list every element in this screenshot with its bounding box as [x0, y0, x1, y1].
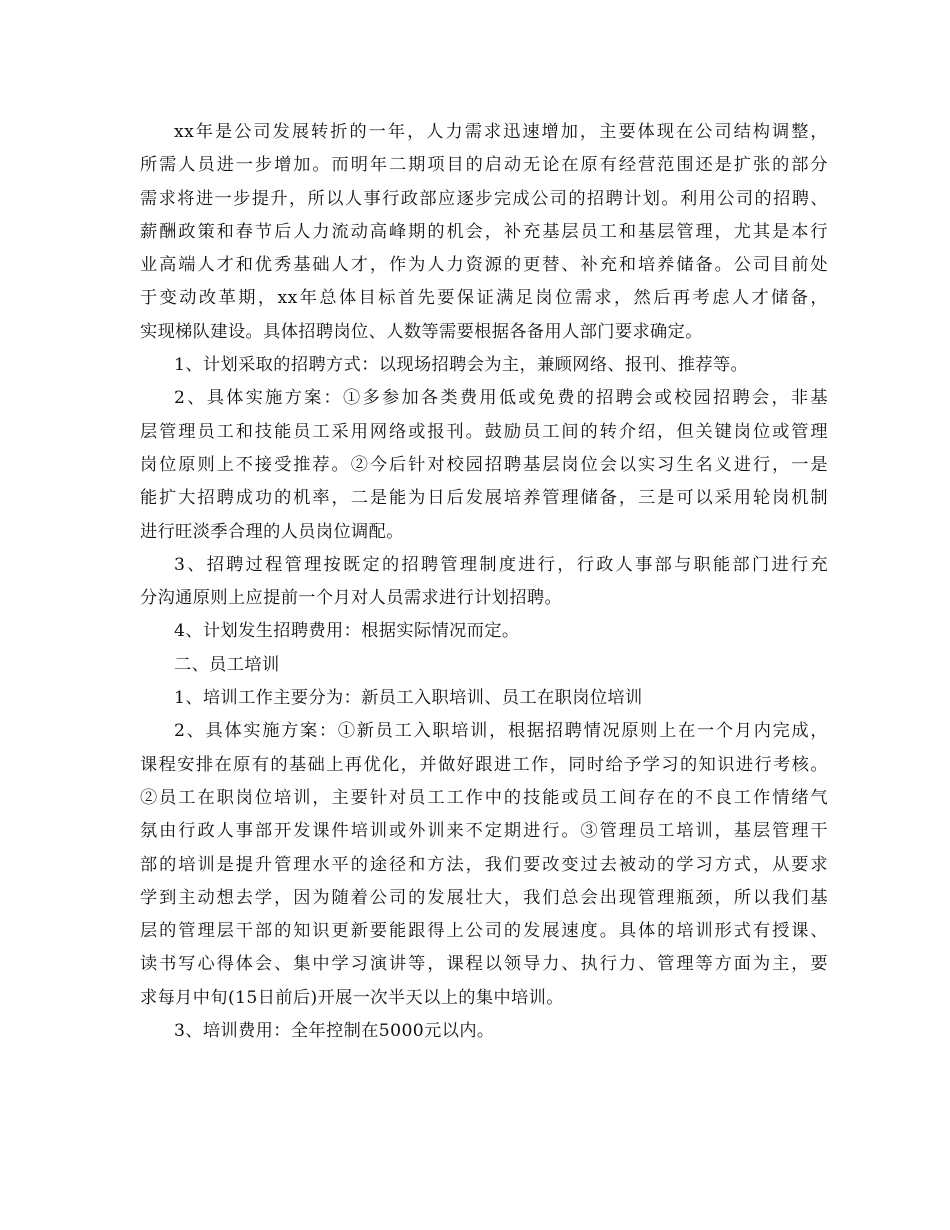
paragraph-line: 读书写心得体会、集中学习演讲等，课程以领导力、执行力、管理等方面为主，要: [140, 954, 828, 975]
paragraph-line: 实现梯队建设。具体招聘岗位、人数等需要根据各备用人部门要求确定。: [140, 321, 703, 342]
paragraph-line: 1、培训工作主要分为：新员工入职培训、员工在职岗位培训: [174, 688, 643, 709]
paragraph-line: 1、计划采取的招聘方式：以现场招聘会为主，兼顾网络、报刊、推荐等。: [174, 355, 749, 376]
paragraph-line: xx年是公司发展转折的一年，人力需求迅速增加，主要体现在公司结构调整，: [174, 122, 828, 142]
paragraph-line: 业高端人才和优秀基础人才，作为人力资源的更替、补充和培养储备。公司目前处: [140, 255, 828, 276]
paragraph-line: 所需人员进一步增加。而明年二期项目的启动无论在原有经营范围还是扩张的部分: [140, 155, 828, 176]
paragraph-line: 进行旺淡季合理的人员岗位调配。: [140, 521, 404, 542]
paragraph-line: 层的管理层干部的知识更新要能跟得上公司的发展速度。具体的培训形式有授课、: [140, 921, 828, 942]
paragraph-line: 课程安排在原有的基础上再优化，并做好跟进工作，同时给予学习的知识进行考核。: [140, 754, 828, 775]
section-heading: 二、员工培训: [174, 654, 280, 675]
document-body: [140, 116, 828, 1048]
paragraph-line: 层管理员工和技能员工采用网络或报刊。鼓励员工间的转介绍，但关键岗位或管理: [140, 421, 828, 442]
paragraph-line: 能扩大招聘成功的机率，二是能为日后发展培养管理储备，三是可以采用轮岗机制: [140, 488, 828, 509]
paragraph-line: 学到主动想去学，因为随着公司的发展壮大，我们总会出现管理瓶颈，所以我们基: [140, 887, 828, 908]
paragraph-line: 2、具体实施方案：①多参加各类费用低或免费的招聘会或校园招聘会，非基: [174, 388, 828, 409]
paragraph-line: 氛由行政人事部开发课件培训或外训来不定期进行。③管理员工培训，基层管理干: [140, 821, 828, 842]
paragraph-line: 需求将进一步提升，所以人事行政部应逐步完成公司的招聘计划。利用公司的招聘、: [140, 188, 828, 209]
paragraph-line: 分沟通原则上应提前一个月对人员需求进行计划招聘。: [140, 588, 563, 609]
paragraph-line: 3、招聘过程管理按既定的招聘管理制度进行，行政人事部与职能部门进行充: [174, 554, 828, 575]
paragraph-line: 求每月中旬(15日前后)开展一次半天以上的集中培训。: [140, 987, 564, 1008]
paragraph-line: ②员工在职岗位培训，主要针对员工工作中的技能或员工间存在的不良工作情绪气: [140, 787, 828, 808]
paragraph-line: 薪酬政策和春节后人力流动高峰期的机会，补充基层员工和基层管理，尤其是本行: [140, 221, 828, 242]
paragraph-line: 于变动改革期，xx年总体目标首先要保证满足岗位需求，然后再考虑人才储备，: [140, 288, 828, 309]
paragraph-line: 3、培训费用：全年控制在5000元以内。: [174, 1021, 495, 1042]
paragraph-line: 2、具体实施方案：①新员工入职培训，根据招聘情况原则上在一个月内完成，: [174, 721, 828, 742]
paragraph-line: 岗位原则上不接受推荐。②今后针对校园招聘基层岗位会以实习生名义进行，一是: [140, 454, 828, 475]
paragraph-line: 部的培训是提升管理水平的途径和方法，我们要改变过去被动的学习方式，从要求: [140, 854, 828, 875]
paragraph-line: 4、计划发生招聘费用：根据实际情况而定。: [174, 621, 520, 642]
